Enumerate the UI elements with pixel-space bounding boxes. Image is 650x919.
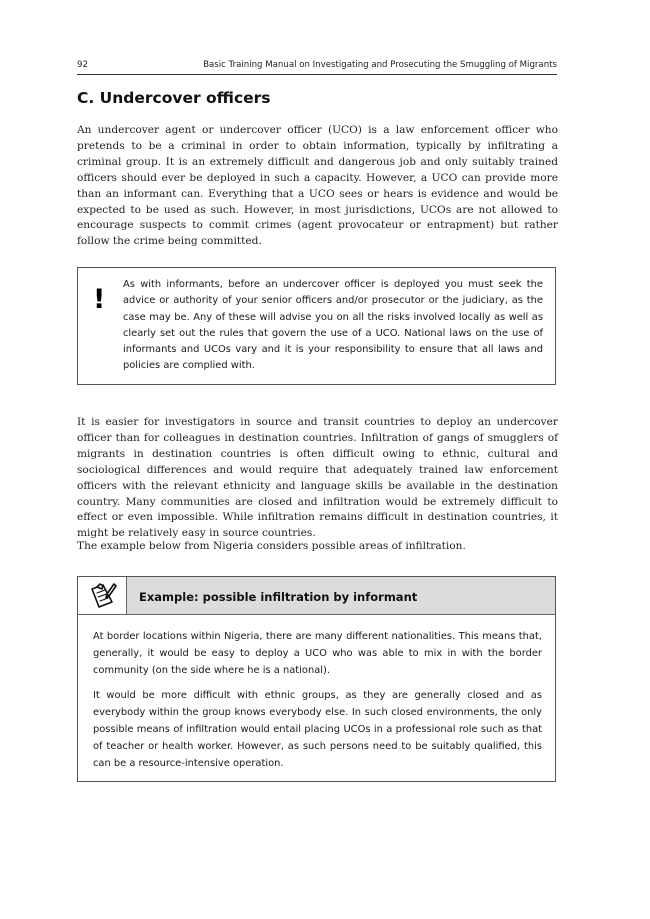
- exclamation-icon: !: [93, 284, 106, 315]
- page-header: [77, 59, 557, 75]
- example-icon-cell: [78, 577, 127, 614]
- example-paragraph: At border locations within Nigeria, there are many different nationalities. This means that, generally, it would be easy to deploy a UCO who was able to mix in with the border community (on the side where he is a national).: [93, 631, 542, 676]
- running-title: Basic Training Manual on Investigating and Prosecuting the Smuggling of Migrants: [203, 60, 557, 70]
- example-box: [77, 576, 556, 782]
- warning-text: As with informants, before an undercover officer is deployed you must seek the advice or authority of your senior officers and/or prosecutor or the judiciary, as the case may be. Any of these will advise you on all the risks involved locally as well as clearly set out the rules that govern the use of a UCO. National laws on the use of informants and UCOs vary and it is your responsibility to ensure that all laws and policies are complied with.: [123, 279, 543, 372]
- paragraph: The example below from Nigeria considers possible areas of infiltration.: [77, 540, 466, 552]
- section-title: C. Undercover officers: [77, 89, 271, 107]
- warning-box: [77, 267, 556, 385]
- paragraph: An undercover agent or undercover officer (UCO) is a law enforcement officer who pretends to be a criminal in order to obtain information, typically by infiltrating a criminal group. It is an extremely difficult and dangerous job and only suitably trained officers should ever be deployed in such a capacity. However, a UCO can provide more than an informant can. Everything that a UCO sees or hears is evidence and would be expected to be used as such. However, in most jurisdictions, UCOs are not allowed to encourage suspects to commit crimes (agent provocateur or entrapment) but rather follow the crime being committed.: [77, 124, 558, 248]
- example-title: Example: possible infiltration by informant: [139, 590, 418, 604]
- example-paragraph: It would be more difficult with ethnic groups, as they are generally closed and as everybody within the group knows everybody else. In such closed environments, the only possible means of infiltration would entail placing UCOs in a professional role such as that of teacher or health worker. However, as such persons need to be suitably qualified, this can be a resource-intensive operation.: [93, 690, 542, 769]
- clipboard-pencil-icon: [86, 580, 118, 611]
- paragraph: It is easier for investigators in source and transit countries to deploy an undercover officer than for colleagues in destination countries. Infiltration of gangs of smugglers of migrants in destination countries is often difficult owing to ethnic, cultural and sociological differences and would require that adequately trained law enforcement officers with the relevant ethnicity and language skills be available in the destination country. Many communities are closed and infiltration would be extremely difficult to effect or even impossible. While infiltration remains difficult in destination countries, it might be relatively easy in source countries.: [77, 416, 558, 540]
- header-rule: [77, 74, 557, 75]
- example-header: [78, 577, 555, 615]
- page-number: 92: [77, 60, 88, 70]
